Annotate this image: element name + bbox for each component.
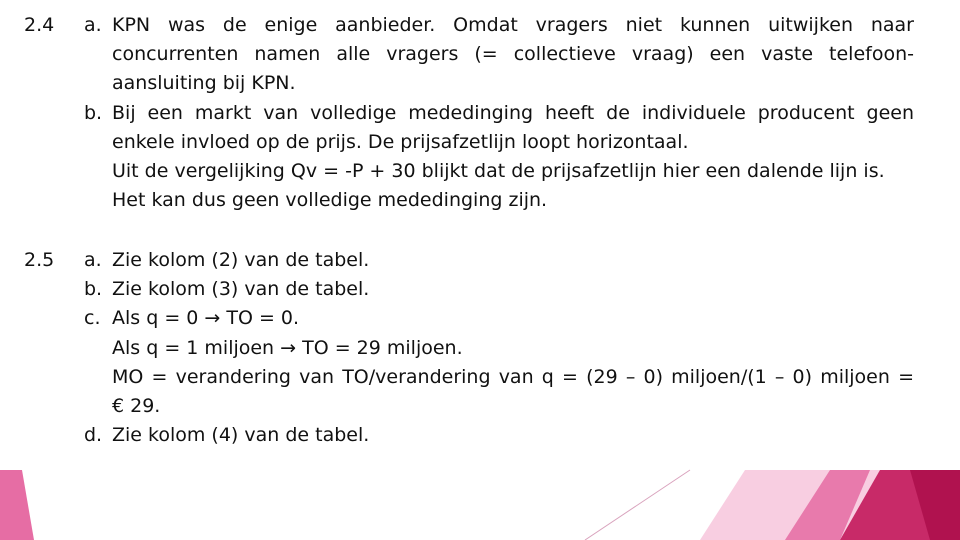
section-number: 2.5 [24,249,55,271]
item-letter: a. [84,14,102,36]
answer-line: Als q = 0 → TO = 0. [112,307,300,329]
left-pink-tab [0,470,34,540]
theme-decoration [0,440,960,540]
item-letter: c. [84,307,101,329]
answer-line: MO = verandering van TO/verandering van q = (29 – 0) miljoen/(1 – 0) miljoen = [112,366,914,388]
answer-line: Zie kolom (3) van de tabel. [112,278,370,300]
answer-line: aansluiting bij KPN. [112,72,296,94]
item-letter: b. [84,102,103,124]
answer-line: concurrenten namen alle vragers (= collectieve vraag) een vaste telefoon- [112,43,914,65]
section-number: 2.4 [24,14,55,36]
item-letter: b. [84,278,103,300]
answer-line: enkele invloed op de prijs. De prijsafzetlijn loopt horizontaal. [112,131,689,153]
thin-diagonal-line [585,470,690,540]
answer-line: Zie kolom (2) van de tabel. [112,249,370,271]
answer-line: KPN was de enige aanbieder. Omdat vragers niet kunnen uitwijken naar [112,14,914,36]
answer-line: € 29. [112,395,161,417]
item-letter: d. [84,424,103,446]
answer-line: Bij een markt van volledige mededinging heeft de individuele producent geen [112,102,914,124]
item-letter: a. [84,249,102,271]
answer-line: Als q = 1 miljoen → TO = 29 miljoen. [112,337,463,359]
answer-line: Het kan dus geen volledige mededinging zijn. [112,189,548,211]
answer-line: Uit de vergelijking Qv = -P + 30 blijkt dat de prijsafzetlijn hier een dalende lijn is. [112,160,885,182]
answer-line: Zie kolom (4) van de tabel. [112,424,370,446]
